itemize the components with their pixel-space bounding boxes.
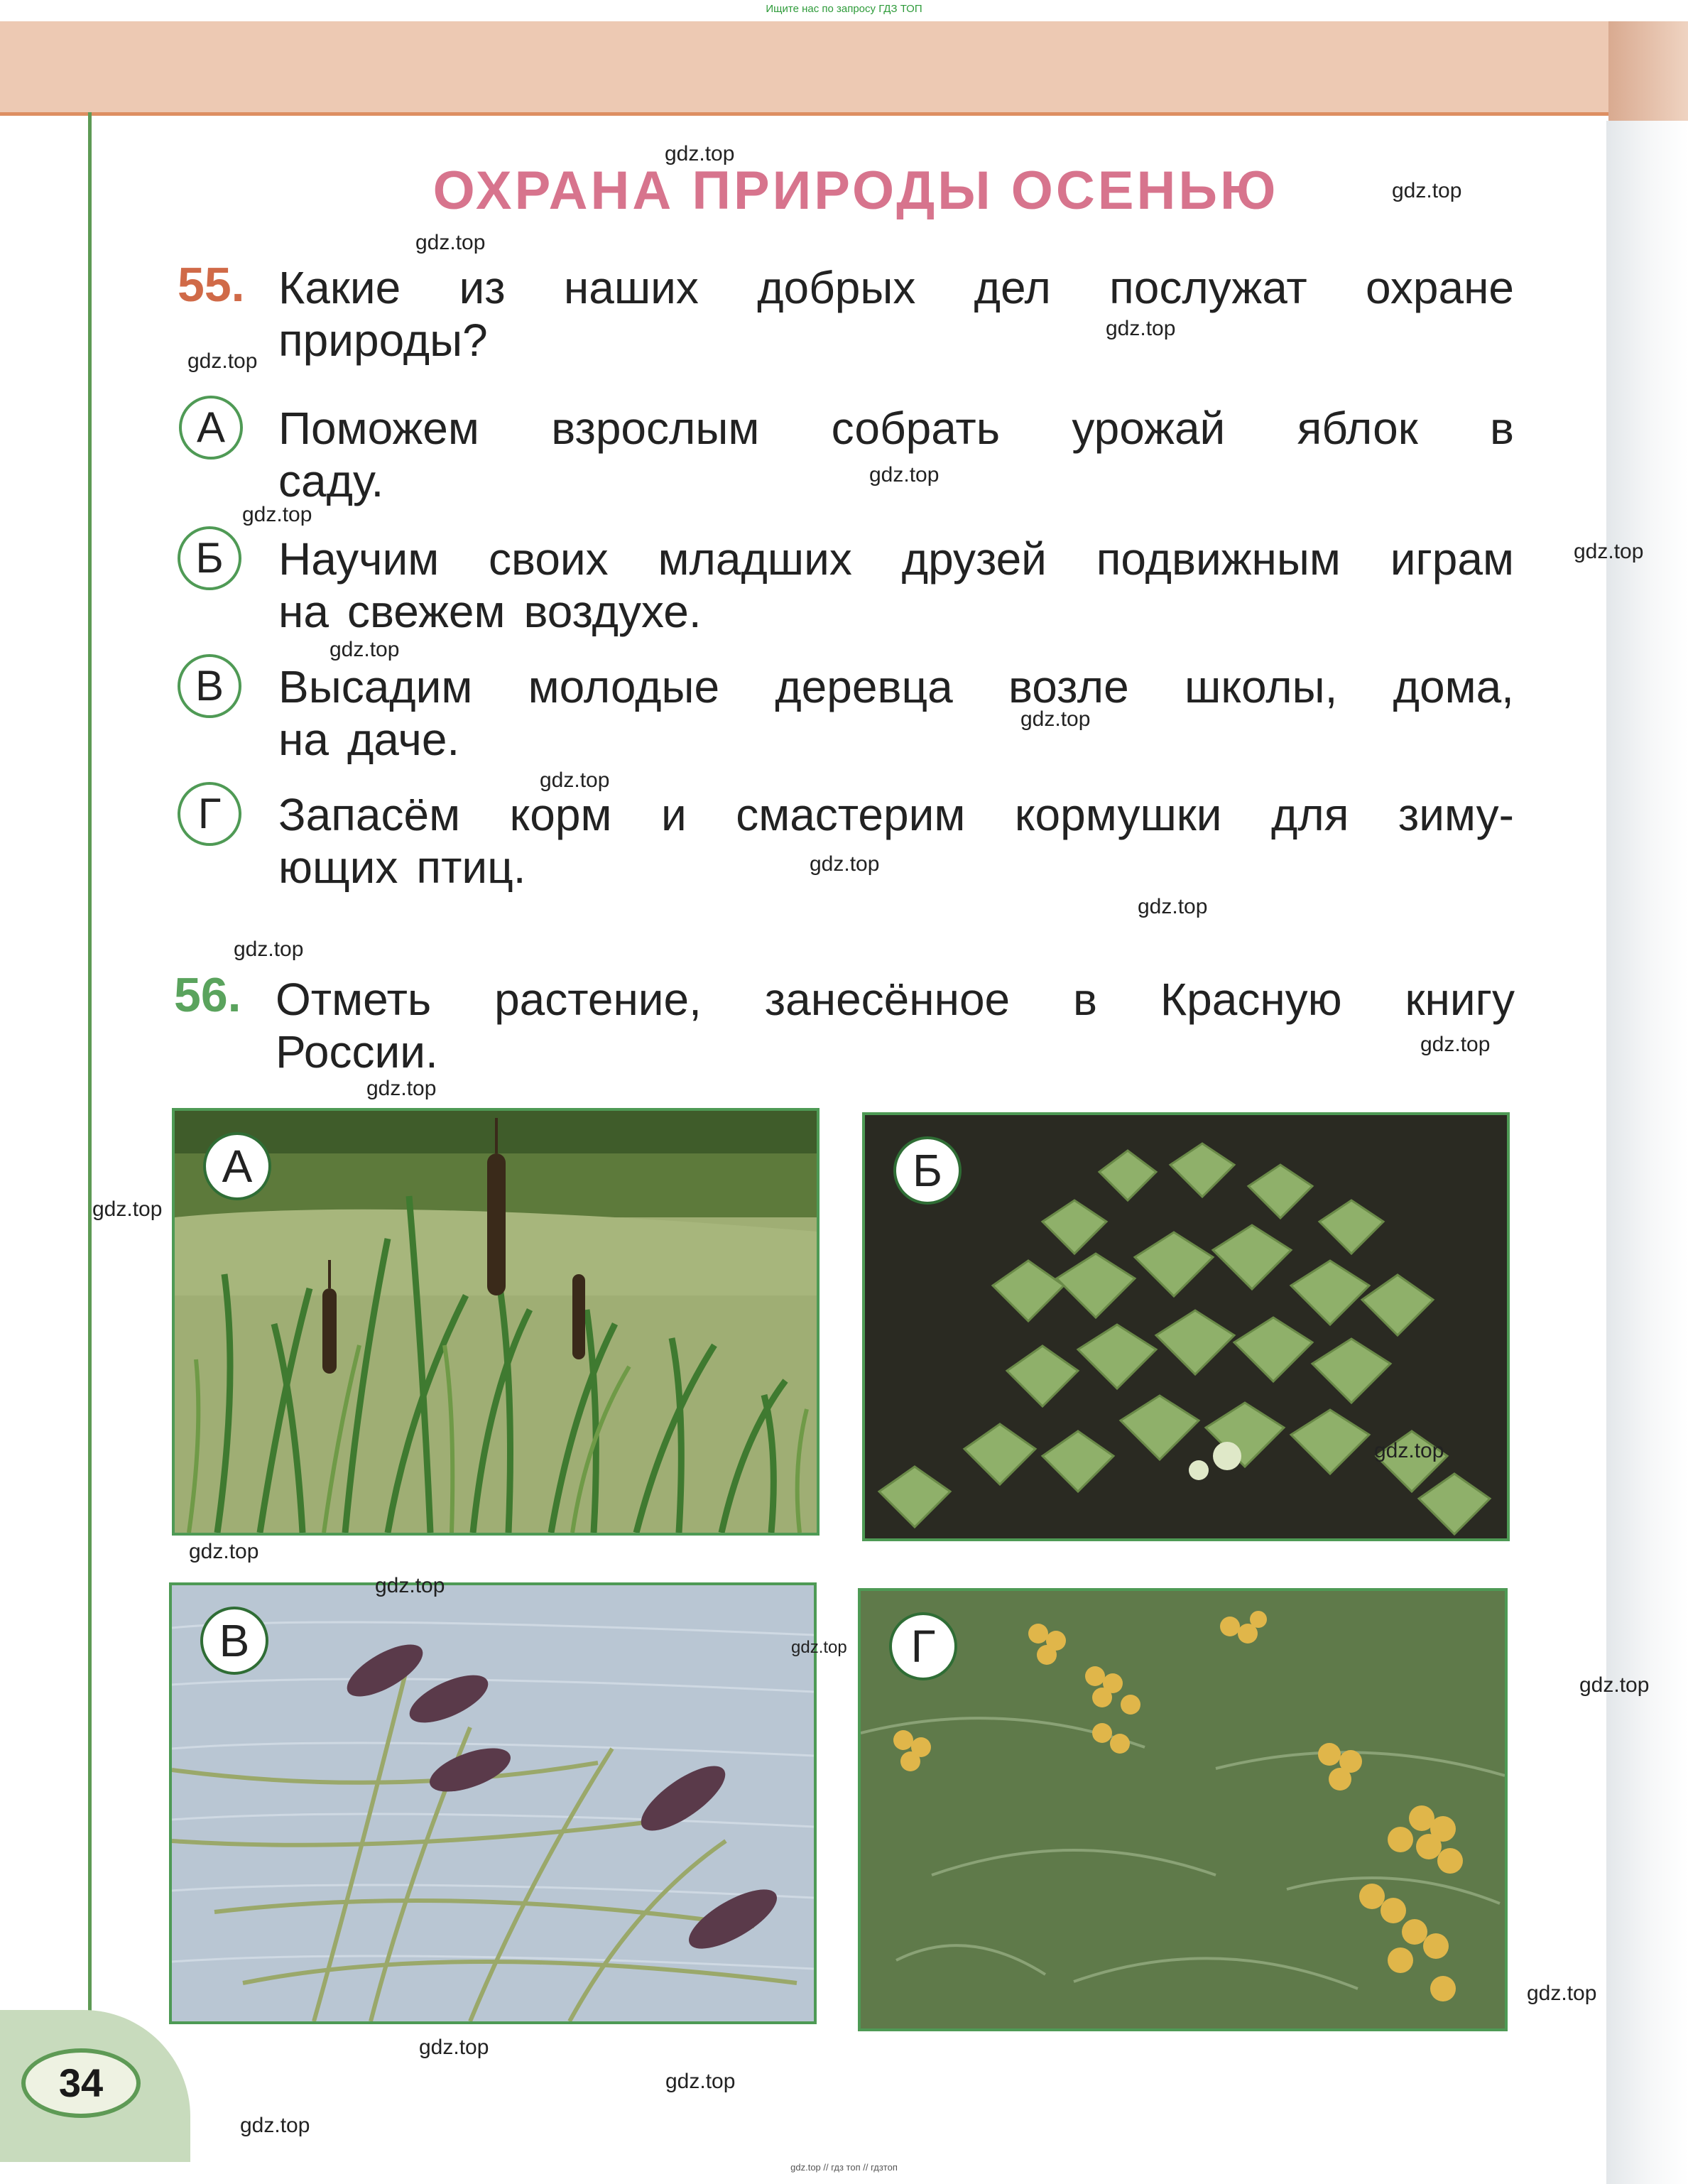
book-spine-top: [1608, 21, 1688, 128]
word: в: [1072, 974, 1097, 1025]
word: Запасём: [278, 789, 461, 840]
word: Какие: [278, 262, 401, 313]
word: кормушки: [1014, 789, 1222, 840]
word: Высадим: [278, 661, 473, 712]
watermark: gdz.top: [791, 1638, 847, 1657]
watermark: gdz.top: [240, 2114, 310, 2137]
cattail-illustration: [175, 1111, 817, 1533]
page-number: 34: [58, 2060, 104, 2105]
photo-v-reed[interactable]: [169, 1582, 817, 2024]
text-line: [276, 1026, 1515, 1078]
header-band: [0, 21, 1608, 116]
word: России.: [276, 1026, 438, 1077]
word: своих: [489, 533, 609, 585]
text-line: [278, 314, 1514, 366]
option-a-badge[interactable]: А: [179, 396, 243, 460]
text-line: [278, 841, 1514, 893]
task-56-number: 56.: [174, 968, 241, 1022]
watermark: gdz.top: [1020, 707, 1091, 731]
photo-v-badge: В: [200, 1607, 268, 1675]
word: свежем: [347, 586, 506, 637]
word: дел: [974, 262, 1051, 313]
margin-rule: [88, 112, 92, 2058]
watermark: gdz.top: [330, 638, 400, 661]
photo-b-badge: Б: [893, 1136, 962, 1205]
option-g-text: [278, 788, 1514, 893]
option-v-badge[interactable]: В: [178, 654, 241, 718]
word: яблок: [1297, 403, 1418, 454]
photo-b-water-chestnut[interactable]: [862, 1112, 1510, 1541]
watermark: gdz.top: [92, 1197, 163, 1221]
word: природы?: [278, 315, 488, 366]
text-line: [276, 973, 1515, 1026]
photo-g-badge: Г: [889, 1612, 957, 1680]
watermark: gdz.top: [234, 938, 304, 961]
watermark: gdz.top: [187, 349, 258, 373]
watermark: gdz.top: [1106, 317, 1176, 340]
word: в: [1490, 403, 1514, 454]
watermark: gdz.top: [242, 503, 312, 526]
text-line: [278, 585, 1514, 638]
word: занесённое: [764, 974, 1011, 1025]
task-56-question: [276, 973, 1515, 1078]
option-b-badge[interactable]: Б: [178, 526, 241, 590]
word: для: [1271, 789, 1349, 840]
watermark: gdz.top: [1420, 1033, 1491, 1056]
watermark: gdz.top: [1392, 179, 1462, 202]
word: Красную: [1160, 974, 1342, 1025]
word: охране: [1366, 262, 1514, 313]
task-55-question: [278, 261, 1514, 366]
text-line: [278, 533, 1514, 585]
task-55-number: 55.: [178, 258, 245, 312]
word: урожай: [1072, 403, 1226, 454]
header-note: Ищите нас по запросу ГДЗ ТОП: [766, 3, 922, 15]
word: Отметь: [276, 974, 432, 1025]
reed-illustration: [172, 1585, 814, 2021]
word: книгу: [1405, 974, 1515, 1025]
word: молодые: [528, 661, 720, 712]
text-line: [278, 261, 1514, 314]
word: из: [459, 262, 506, 313]
word: и: [660, 789, 687, 840]
word: Научим: [278, 533, 440, 585]
photo-a-cattail[interactable]: [172, 1108, 820, 1536]
word: взрослым: [551, 403, 760, 454]
option-b-text: [278, 533, 1514, 638]
word: добрых: [757, 262, 916, 313]
word: школы,: [1184, 661, 1338, 712]
word: саду.: [278, 455, 384, 506]
photo-a-badge: А: [203, 1132, 271, 1200]
word: деревца: [775, 661, 953, 712]
word: смастерим: [736, 789, 966, 840]
watermark: gdz.top: [366, 1077, 437, 1100]
word: даче.: [347, 714, 460, 765]
word: играм: [1390, 533, 1514, 585]
word: воздухе.: [523, 586, 702, 637]
word: подвижным: [1096, 533, 1341, 585]
word: растение,: [494, 974, 702, 1025]
word: птиц.: [416, 842, 526, 893]
text-line: [278, 402, 1514, 455]
option-v-text: [278, 661, 1514, 766]
footer-note: gdz.top // гдз топ // гдзтоп: [790, 2162, 898, 2173]
word: на: [278, 586, 329, 637]
word: дома,: [1393, 661, 1514, 712]
watermark: gdz.top: [665, 2070, 736, 2093]
word: корм: [509, 789, 612, 840]
watermark: gdz.top: [415, 231, 486, 254]
word: на: [278, 714, 329, 765]
text-line: [278, 713, 1514, 766]
tansy-illustration: [861, 1591, 1505, 2028]
word: собрать: [831, 403, 1001, 454]
water-chestnut-illustration: [865, 1115, 1507, 1538]
watermark: gdz.top: [1138, 895, 1208, 918]
watermark: gdz.top: [1574, 540, 1644, 563]
watermark: gdz.top: [375, 1574, 445, 1597]
word: возле: [1008, 661, 1129, 712]
option-g-badge[interactable]: Г: [178, 782, 241, 846]
word: зиму-: [1398, 789, 1514, 840]
option-a-text: [278, 402, 1514, 507]
watermark: gdz.top: [1374, 1439, 1444, 1462]
watermark: gdz.top: [869, 463, 940, 487]
word: наших: [563, 262, 699, 313]
watermark: gdz.top: [1579, 1673, 1650, 1697]
watermark: gdz.top: [419, 2036, 489, 2059]
word: друзей: [901, 533, 1047, 585]
page-title: ОХРАНА ПРИРОДЫ ОСЕНЬЮ: [432, 161, 1279, 221]
word: Поможем: [278, 403, 479, 454]
watermark: gdz.top: [189, 1540, 259, 1563]
watermark: gdz.top: [540, 768, 610, 792]
word: ющих: [278, 842, 398, 893]
watermark: gdz.top: [665, 142, 735, 165]
watermark: gdz.top: [810, 852, 880, 876]
text-line: [278, 788, 1514, 841]
word: послужат: [1109, 262, 1307, 313]
photo-g-tansy[interactable]: [858, 1588, 1508, 2031]
text-line: [278, 661, 1514, 713]
watermark: gdz.top: [1527, 1982, 1597, 2005]
word: младших: [658, 533, 852, 585]
book-spine-shadow: [1606, 121, 1688, 2184]
